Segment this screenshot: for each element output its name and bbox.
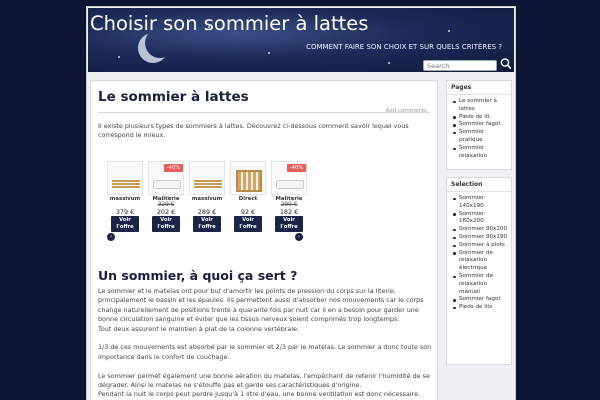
promo-badge: -40% bbox=[287, 164, 306, 172]
view-offer-button[interactable]: Voir l'offre bbox=[111, 216, 139, 232]
product-brand: massivum bbox=[109, 196, 141, 202]
product-brand: Maliterie bbox=[152, 196, 180, 202]
product-price: 379 € bbox=[115, 208, 135, 216]
article-paragraph: Le sommier permet également une bonne aération du matelas, l'empêchant de retenir l'humidité de se dégrader. Ainsi le matelas ne s'étouffe pas et garde ses caractéristiques d'origine. Pendant la nuit le corps peut perdre jusqu'à 1 litre d'eau, une bonne ventilation est donc nécessaire. bbox=[98, 371, 430, 399]
product-price: 202 € bbox=[156, 208, 176, 216]
view-offer-button[interactable]: Voir l'offre bbox=[152, 216, 180, 232]
intro-text: Il existe plusieurs types de sommiers à lattes. Découvrez ci-dessous comment savoir lequel vous correspond le mieux. bbox=[98, 122, 409, 139]
product-image[interactable] bbox=[189, 161, 225, 195]
sidebar-link[interactable]: Sommier relaxation bbox=[453, 145, 509, 161]
main-content bbox=[90, 80, 438, 400]
star-decoration bbox=[268, 52, 270, 54]
sidebar-link[interactable]: Sommier 160x200 bbox=[453, 211, 509, 227]
product-image[interactable] bbox=[230, 161, 266, 195]
article-paragraph: 1/3 de ces mouvements est absorbé par le sommier et 2/3 par le matelas. Le sommier a donc toute son importance dans le confort de couchage. bbox=[98, 343, 432, 361]
view-offer-button[interactable]: Voir l'offre bbox=[275, 216, 303, 232]
page-title: Le sommier à lattes bbox=[98, 89, 249, 105]
product-brand: massivum bbox=[191, 196, 223, 202]
product-card bbox=[230, 161, 266, 232]
product-image[interactable] bbox=[148, 161, 184, 195]
article-paragraph: Le sommier et le matelas ont pour but d'amortir les points de pression du corps sur la literie, principalement le bassin et les épaules. Ils permettent aussi d'absorber nos mouvements car le corps change naturellement de positions trente à quarante fois par nuit car il en a besoin pour garder une bonne circulation sanguine et éviter que les tissus nerveux soient comprimés trop longtemps. Tout deux assurent le maintien à plat de la colonne vertébrale. bbox=[98, 287, 424, 333]
title-divider bbox=[98, 112, 430, 113]
widget-title: Selection bbox=[447, 178, 511, 192]
section-title: Un sommier, à quoi ça sert ? bbox=[98, 268, 298, 283]
product-image[interactable] bbox=[271, 161, 307, 195]
add-comments-link[interactable]: Add comments bbox=[385, 108, 427, 114]
slider-next-icon[interactable]: › bbox=[295, 233, 303, 241]
search-icon[interactable] bbox=[500, 57, 512, 71]
sidebar-link[interactable]: Pieds de lit bbox=[453, 114, 509, 122]
site-title[interactable]: Choisir son sommier à lattes bbox=[90, 12, 369, 35]
product-price: 182 € bbox=[279, 208, 299, 216]
sidebar-link[interactable]: Sommier pratique bbox=[453, 129, 509, 145]
slider-prev-icon[interactable]: ‹ bbox=[107, 233, 115, 241]
product-brand: Direct bbox=[238, 196, 258, 202]
product-price: 289 € bbox=[197, 208, 217, 216]
sidebar-link[interactable]: Sommier à plots bbox=[453, 242, 509, 250]
view-offer-button[interactable]: Voir l'offre bbox=[193, 216, 221, 232]
pages-widget bbox=[446, 80, 512, 170]
product-card bbox=[148, 161, 184, 232]
star-decoration bbox=[448, 30, 450, 32]
article-body bbox=[98, 287, 436, 400]
view-offer-button[interactable]: Voir l'offre bbox=[234, 216, 262, 232]
sidebar-link[interactable]: Sommier de relaxation électrique bbox=[453, 250, 509, 273]
sidebar-link[interactable]: Le sommier à lattes bbox=[453, 98, 509, 114]
search-input[interactable] bbox=[423, 60, 497, 71]
selection-widget bbox=[446, 177, 512, 365]
site-tagline: COMMENT FAIRE SON CHOIX ET SUR QUELS CRITÈRES ? bbox=[306, 43, 502, 51]
product-slider bbox=[107, 161, 307, 241]
sidebar-link[interactable]: Sommier fagot bbox=[453, 121, 509, 129]
promo-badge: -40% bbox=[164, 164, 183, 172]
product-card bbox=[189, 161, 225, 232]
sidebar-link[interactable]: Sommier 140x190 bbox=[453, 195, 509, 211]
product-old-price: 299 € bbox=[280, 202, 298, 208]
product-card bbox=[271, 161, 307, 232]
widget-title: Pages bbox=[447, 81, 511, 95]
product-brand: Maliterie bbox=[275, 196, 303, 202]
star-decoration bbox=[388, 62, 390, 64]
product-card bbox=[107, 161, 143, 232]
product-image[interactable] bbox=[107, 161, 143, 195]
sidebar-link[interactable]: Pieds de lits bbox=[453, 304, 509, 312]
sidebar-link[interactable]: Sommier 90x200 bbox=[453, 226, 509, 234]
star-decoration bbox=[118, 56, 120, 58]
product-price: 92 € bbox=[240, 208, 256, 216]
product-old-price: 329 € bbox=[157, 202, 175, 208]
sidebar-link[interactable]: Sommier de relaxation manuel bbox=[453, 273, 509, 296]
site-header bbox=[88, 8, 514, 72]
sidebar-link[interactable]: Sommier 90x190 bbox=[453, 234, 509, 242]
sidebar-link[interactable]: Sommier fagot bbox=[453, 296, 509, 304]
